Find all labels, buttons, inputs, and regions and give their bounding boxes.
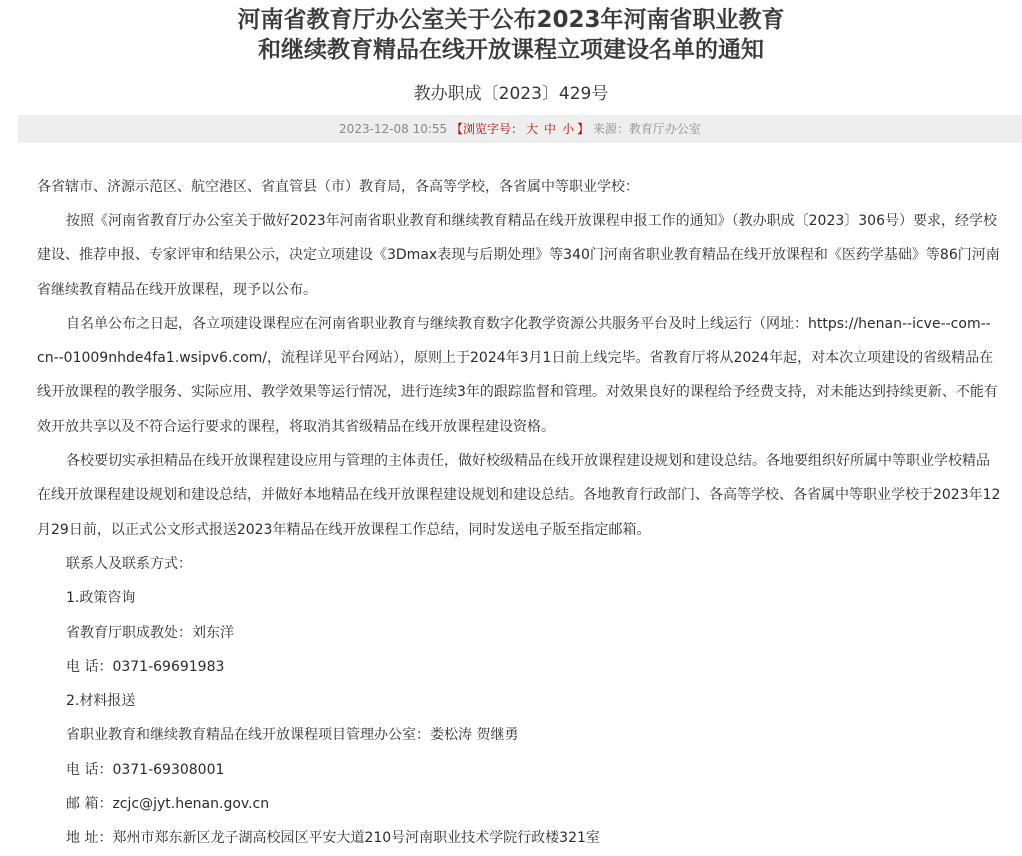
material-address: 地 址：郑州市郑东新区龙子湖高校园区平安大道210号河南职业技术学院行政楼321室: [66, 830, 600, 847]
font-size-medium-button[interactable]: 中: [544, 122, 557, 136]
title-line-1: 河南省教育厅办公室关于公布2023年河南省职业教育: [237, 7, 785, 33]
policy-contact: 省教育厅职成教处：刘东洋: [66, 624, 234, 641]
font-size-label: 【浏览字号：: [451, 122, 524, 136]
policy-phone: 电 话：0371-69691983: [66, 658, 225, 675]
title-line-2: 和继续教育精品在线开放课程立项建设名单的通知: [258, 37, 764, 63]
material-office: 省职业教育和继续教育精品在线开放课程项目管理办公室：娄松涛 贺继勇: [66, 727, 519, 744]
contact-heading: 联系人及联系方式：: [66, 555, 192, 572]
document-number: 教办职成〔2023〕429号: [413, 84, 609, 104]
article-title: [0, 0, 1022, 65]
article-body: [37, 170, 1002, 856]
material-heading: 2.材料报送: [66, 693, 136, 710]
salutation: 各省辖市、济源示范区、航空港区、省直管县（市）教育局，各高等学校，各省属中等职业学校：: [37, 179, 639, 195]
font-size-close: 】: [577, 122, 590, 136]
policy-heading: 1.政策咨询: [66, 590, 136, 607]
paragraph-1: 按照《河南省教育厅办公室关于做好2023年河南省职业教育和继续教育精品在线开放课程申报工作的通知》（教办职成〔2023〕306号）要求，经学校建设、推荐申报、专家评审和结果公示，决定立项建设《3Dmax表现与后期处理》等340门河南省职业教育精品在线开放课程和《医药学基础》等86门河南省继续教育精品在线开放课程，现予以公布。: [37, 213, 1000, 298]
material-phone: 电 话：0371-69308001: [66, 761, 225, 778]
font-size-large-button[interactable]: 大: [526, 122, 539, 136]
material-email: 邮 箱：zcjc@jyt.henan.gov.cn: [66, 796, 270, 813]
meta-bar: [18, 115, 1022, 143]
font-size-selector: [451, 122, 589, 136]
publish-date: 2023-12-08 10:55: [339, 122, 448, 136]
font-size-small-button[interactable]: 小: [562, 122, 575, 136]
paragraph-2: 自名单公布之日起，各立项建设课程应在河南省职业教育与继续教育数字化教学资源公共服务平台及时上线运行（网址：https://henan--icve--com--cn--01009nhde4fa1.wsipv6.com/，流程详见平台网站），原则上于2024年3月1日前上线完毕。省教育厅将从2024年起，对本次立项建设的省级精品在线开放课程的教学服务、实际应用、教学效果等运行情况，进行连续3年的跟踪监督和管理。对效果良好的课程给予经费支持，对未能达到持续更新、不能有效开放共享以及不符合运行要求的课程，将取消其省级精品在线开放课程建设资格。: [37, 315, 998, 435]
paragraph-3: 各校要切实承担精品在线开放课程建设应用与管理的主体责任，做好校级精品在线开放课程建设规划和建设总结。各地要组织好所属中等职业学校精品在线开放课程建设规划和建设总结，并做好本地精品在线开放课程建设规划和建设总结。各地教育行政部门、各高等学校、各省属中等职业学校于2023年12月29日前，以正式公文形式报送2023年精品在线开放课程工作总结，同时发送电子版至指定邮箱。: [37, 453, 1001, 538]
source-label: 来源：教育厅办公室: [592, 122, 701, 136]
